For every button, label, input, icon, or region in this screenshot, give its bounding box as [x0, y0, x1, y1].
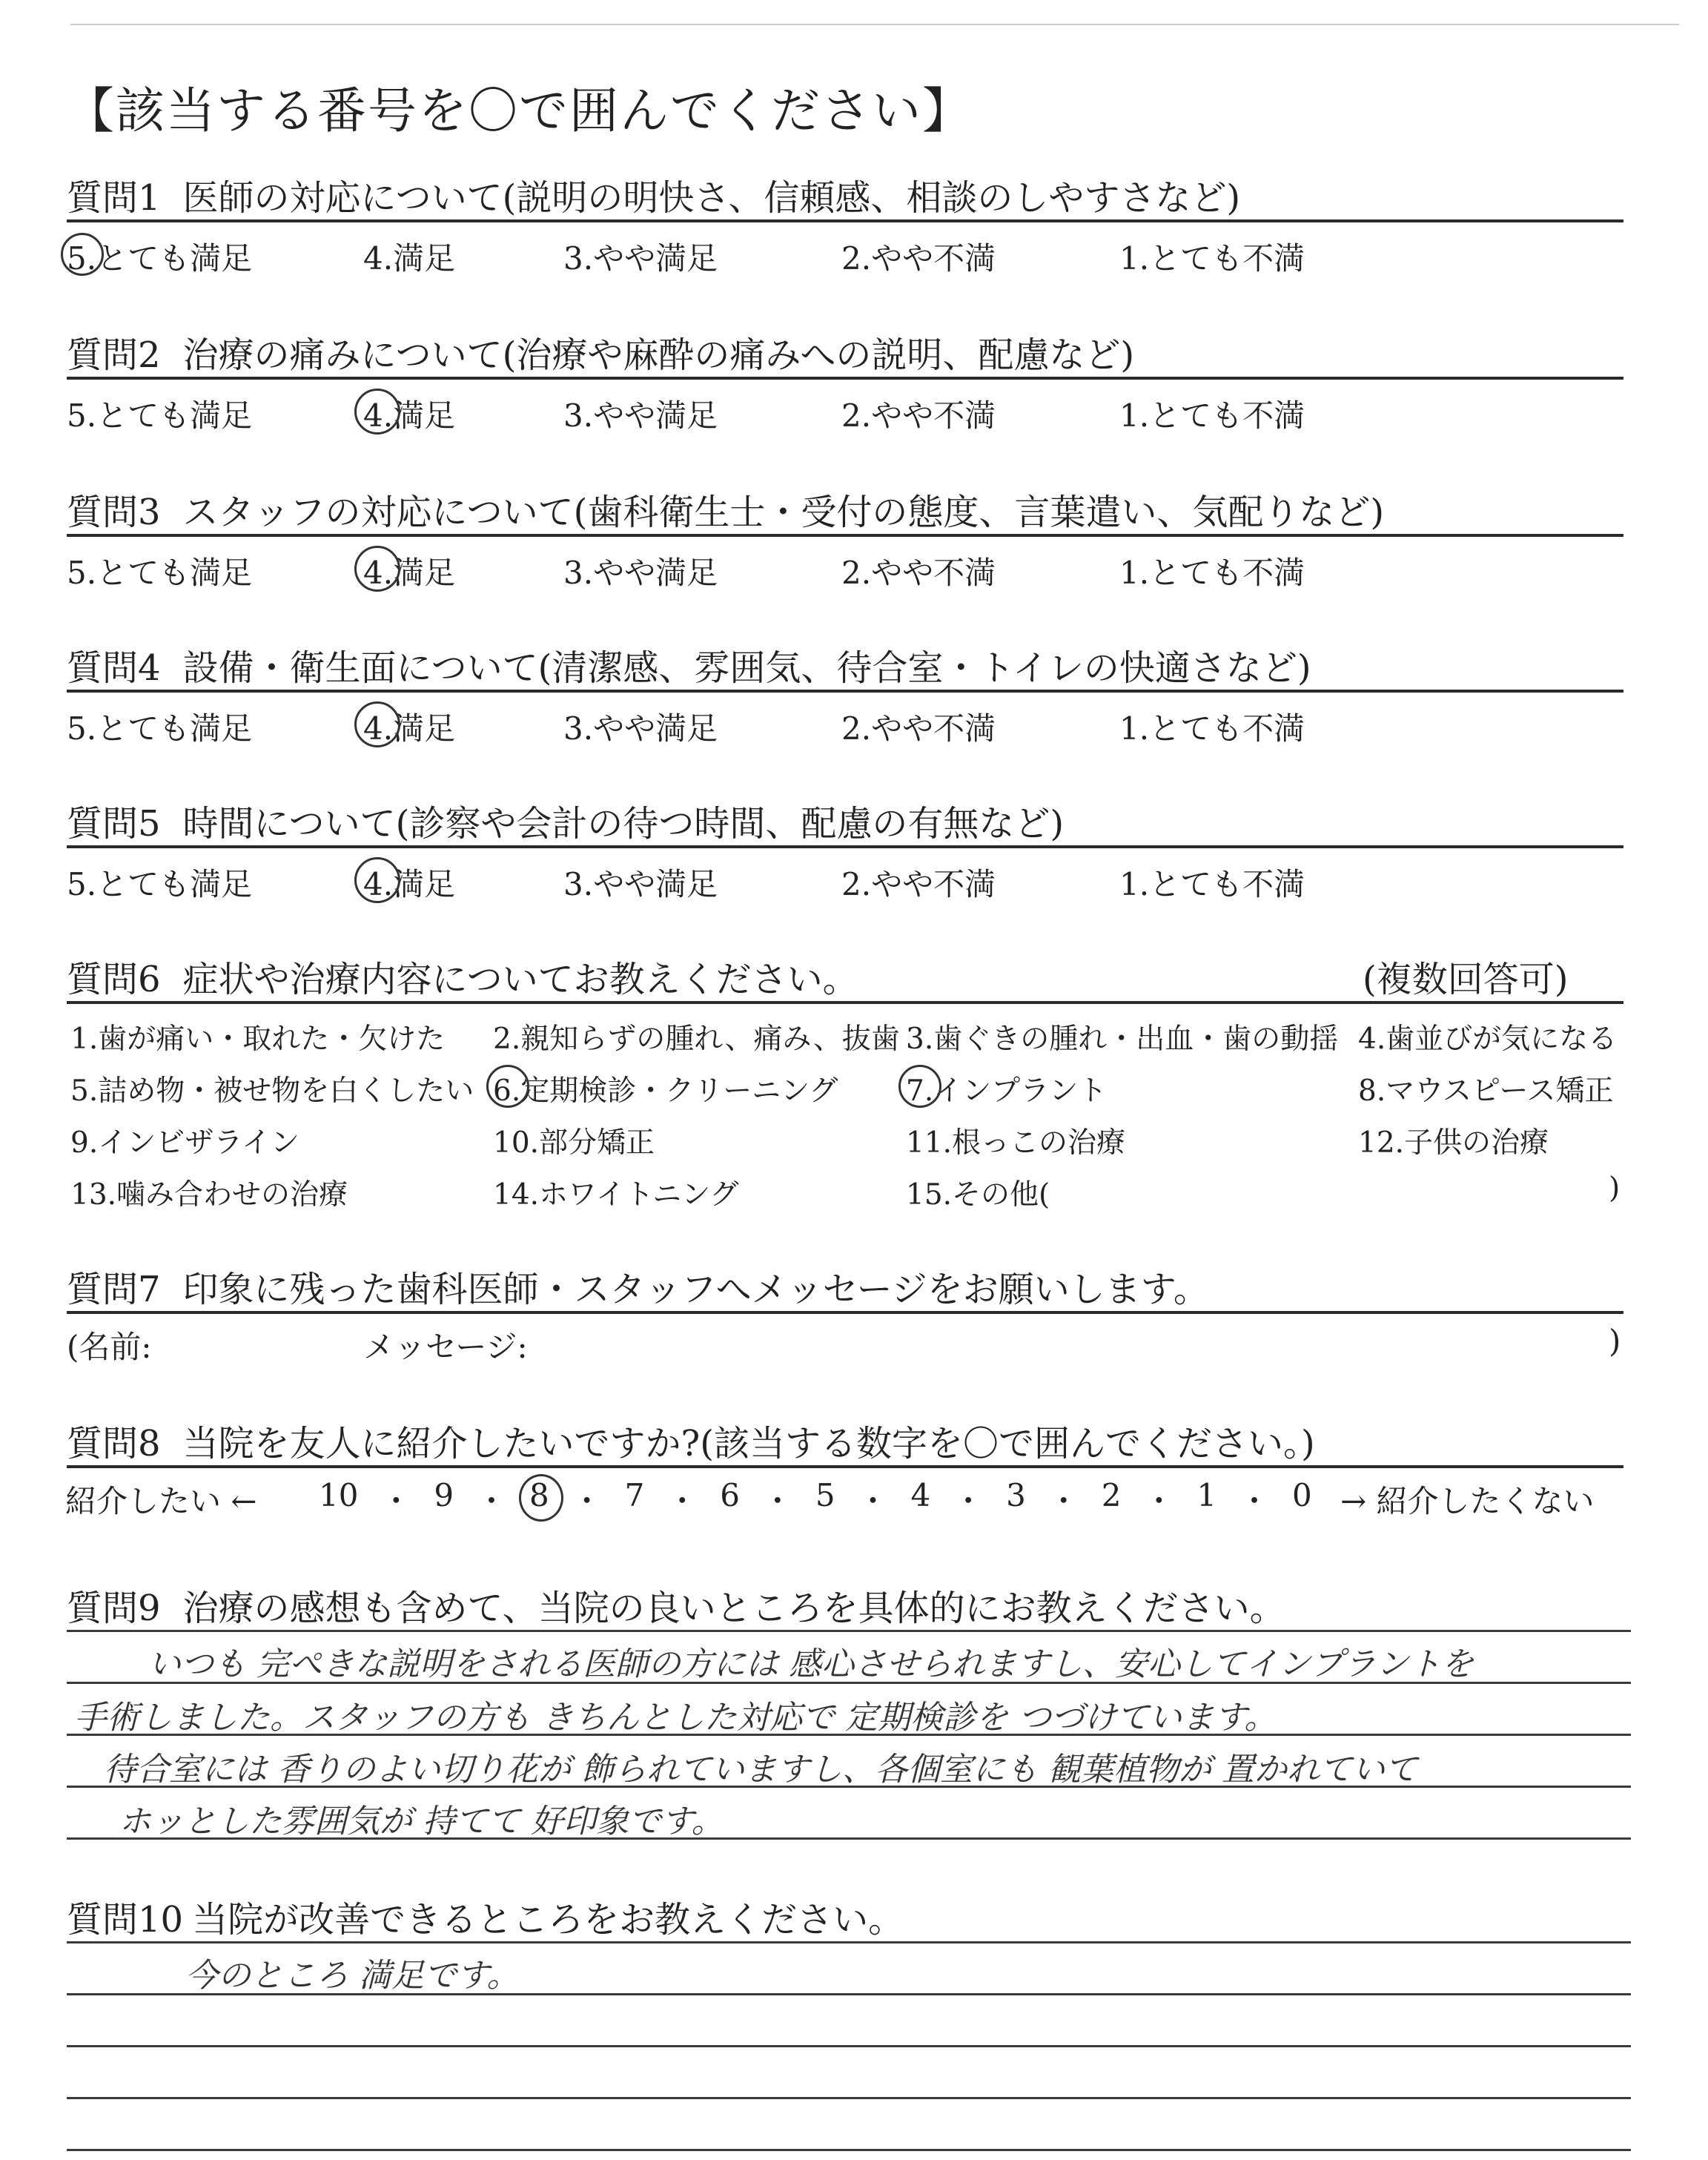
- q6-option-7-circle: [898, 1065, 941, 1108]
- q7-close: ): [1609, 1323, 1621, 1359]
- question-7: [67, 1261, 1209, 1312]
- question-1-rule: [67, 219, 1623, 222]
- question-10-number: 質問10: [67, 1899, 184, 1941]
- q6-option-9[interactable]: 9.インビザライン: [70, 1126, 300, 1160]
- q6-option-11[interactable]: 11.根っこの治療: [906, 1126, 1126, 1160]
- q6-option-5[interactable]: 5.詰め物・被せ物を白くしたい: [70, 1074, 474, 1108]
- q3-option-1[interactable]: 1.とても不満: [1119, 555, 1305, 591]
- page-title: 【該当する番号を〇で囲んでください】: [65, 82, 973, 139]
- scale-dot: ・: [953, 1483, 984, 1519]
- q8-scale-6[interactable]: 6: [720, 1477, 740, 1513]
- q8-scale: [319, 1477, 1312, 1522]
- question-5-number: 質問5: [67, 803, 161, 845]
- q8-scale-9[interactable]: 9: [434, 1477, 454, 1513]
- q6-option-15[interactable]: 15.その他(: [906, 1178, 1050, 1212]
- q6-option-8[interactable]: 8.マウスピース矯正: [1358, 1074, 1614, 1108]
- question-3: [67, 483, 1384, 535]
- q8-scale-10[interactable]: 10: [319, 1477, 359, 1513]
- question-5-text: 時間について(診察や会計の待つ時間、配慮の有無など): [182, 803, 1065, 845]
- q2-answer-circle: [354, 389, 400, 435]
- q10-handwritten-line-1: 今のところ 満足です。: [185, 1957, 520, 1995]
- q8-scale-3[interactable]: 3: [1006, 1477, 1026, 1513]
- question-6-rule: [67, 1001, 1623, 1004]
- q5-option-5[interactable]: 5.とても満足: [67, 866, 253, 902]
- question-2: [67, 326, 1134, 377]
- q6-option-1[interactable]: 1.歯が痛い・取れた・欠けた: [70, 1023, 446, 1056]
- scale-dot: ・: [1143, 1483, 1175, 1519]
- question-3-text: スタッフの対応について(歯科衛生士・受付の態度、言葉遣い、気配りなど): [182, 492, 1385, 533]
- q6-option-4[interactable]: 4.歯並びが気になる: [1358, 1023, 1618, 1056]
- q5-option-2[interactable]: 2.やや不満: [841, 866, 996, 902]
- question-4-rule: [67, 690, 1623, 693]
- question-8-text: 当院を友人に紹介したいですか?(該当する数字を〇で囲んでください。): [182, 1423, 1315, 1464]
- question-8-rule: [67, 1465, 1623, 1468]
- top-edge-line: [70, 24, 1679, 25]
- q3-answer-circle: [354, 546, 400, 592]
- q10-writing-line: [67, 2149, 1631, 2151]
- question-9-text: 治療の感想も含めて、当院の良いところを具体的にお教えください。: [182, 1588, 1285, 1629]
- q7-name-label: (名前:: [67, 1329, 152, 1365]
- question-6-text: 症状や治療内容についてお教えください。: [182, 959, 858, 1000]
- question-8: [67, 1415, 1315, 1466]
- scale-dot: ・: [476, 1483, 508, 1519]
- q6-option-13[interactable]: 13.噛み合わせの治療: [70, 1178, 348, 1212]
- question-1-number: 質問1: [67, 177, 161, 219]
- q9-handwritten-line-2: 手術しました。スタッフの方も きちんとした対応で 定期検診を つづけています。: [74, 1699, 1277, 1737]
- question-2-text: 治療の痛みについて(治療や麻酔の痛みへの説明、配慮など): [182, 334, 1135, 376]
- q2-option-2[interactable]: 2.やや不満: [841, 397, 996, 434]
- q6-option-12[interactable]: 12.子供の治療: [1358, 1126, 1549, 1160]
- q10-writing-line: [67, 1941, 1631, 1943]
- question-8-number: 質問8: [67, 1423, 161, 1464]
- question-2-rule: [67, 377, 1623, 380]
- question-1-text: 医師の対応について(説明の明快さ、信頼感、相談のしやすさなど): [182, 177, 1241, 219]
- question-6-note: (複数回答可): [1363, 959, 1569, 1000]
- q8-scale-1[interactable]: 1: [1196, 1477, 1217, 1513]
- q8-scale-0[interactable]: 0: [1291, 1477, 1312, 1513]
- scale-dot: ・: [857, 1483, 889, 1519]
- question-4-number: 質問4: [67, 647, 161, 689]
- question-5-rule: [67, 845, 1623, 848]
- q2-option-4[interactable]: 4.満足: [363, 397, 456, 434]
- q4-option-3[interactable]: 3.やや満足: [563, 710, 718, 747]
- question-2-number: 質問2: [67, 334, 161, 376]
- q10-writing-line: [67, 2097, 1631, 2099]
- question-7-text: 印象に残った歯科医師・スタッフへメッセージをお願いします。: [182, 1269, 1209, 1310]
- question-9: [67, 1579, 1285, 1631]
- q1-option-5[interactable]: 5.とても満足: [67, 240, 253, 277]
- q9-handwritten-line-4: ホッとした雰囲気が 持てて 好印象です。: [119, 1803, 724, 1840]
- q4-option-2[interactable]: 2.やや不満: [841, 710, 996, 747]
- question-1: [67, 169, 1240, 220]
- question-7-rule: [67, 1311, 1623, 1314]
- q2-option-1[interactable]: 1.とても不満: [1119, 397, 1305, 434]
- question-5: [67, 795, 1064, 846]
- q8-answer-circle: [519, 1474, 563, 1522]
- q8-left-label: 紹介したい ←: [65, 1483, 257, 1519]
- scale-dot: ・: [571, 1483, 603, 1519]
- q8-scale-2[interactable]: 2: [1101, 1477, 1122, 1513]
- q5-option-1[interactable]: 1.とても不満: [1119, 866, 1305, 902]
- q6-option-6[interactable]: 6.定期検診・クリーニング: [493, 1074, 838, 1108]
- q9-handwritten-line-1: いつも 完ぺきな説明をされる医師の方には 感心させられますし、安心してインプラントを: [148, 1645, 1474, 1683]
- q6-option-3[interactable]: 3.歯ぐきの腫れ・出血・歯の動揺: [906, 1023, 1339, 1056]
- q3-option-5[interactable]: 5.とても満足: [67, 555, 253, 591]
- q10-writing-line: [67, 2045, 1631, 2047]
- scale-dot: ・: [1047, 1483, 1079, 1519]
- q5-answer-circle: [354, 857, 400, 903]
- question-3-number: 質問3: [67, 492, 161, 533]
- question-4-text: 設備・衛生面について(清潔感、雰囲気、待合室・トイレの快適さなど): [182, 647, 1311, 689]
- question-10: [67, 1891, 904, 1942]
- q6-option-2[interactable]: 2.親知らずの腫れ、痛み、抜歯: [493, 1023, 900, 1056]
- q8-scale-4[interactable]: 4: [910, 1477, 931, 1513]
- q8-right-label: → 紹介したくない: [1340, 1483, 1595, 1519]
- q6-option-10[interactable]: 10.部分矯正: [493, 1126, 655, 1160]
- q1-option-4[interactable]: 4.満足: [363, 240, 456, 277]
- scale-dot: ・: [1239, 1483, 1271, 1519]
- q2-option-3[interactable]: 3.やや満足: [563, 397, 718, 434]
- q1-option-1[interactable]: 1.とても不満: [1119, 240, 1305, 277]
- question-4: [67, 639, 1311, 690]
- q6-option-14[interactable]: 14.ホワイトニング: [493, 1178, 739, 1212]
- question-6: [67, 951, 858, 1002]
- scale-dot: ・: [666, 1483, 698, 1519]
- question-3-rule: [67, 534, 1623, 537]
- q3-option-3[interactable]: 3.やや満足: [563, 555, 718, 591]
- q8-scale-5[interactable]: 5: [815, 1477, 835, 1513]
- q4-answer-circle: [354, 701, 400, 747]
- q2-option-5[interactable]: 5.とても満足: [67, 397, 253, 434]
- q5-option-4[interactable]: 4.満足: [363, 866, 456, 902]
- question-7-number: 質問7: [67, 1269, 161, 1310]
- q9-writing-line: [67, 1630, 1631, 1632]
- q3-option-4[interactable]: 4.満足: [363, 555, 456, 591]
- q4-option-5[interactable]: 5.とても満足: [67, 710, 253, 747]
- q6-option-15-close: ): [1609, 1172, 1621, 1205]
- q4-option-1[interactable]: 1.とても不満: [1119, 710, 1305, 747]
- question-10-text: 当院が改善できるところをお教えください。: [192, 1899, 904, 1941]
- question-6-number: 質問6: [67, 959, 161, 1000]
- question-9-number: 質問9: [67, 1588, 161, 1629]
- q1-answer-circle: [61, 233, 104, 276]
- scale-dot: ・: [380, 1483, 412, 1519]
- q1-option-3[interactable]: 3.やや満足: [563, 240, 718, 277]
- q8-scale-8[interactable]: 8: [529, 1477, 549, 1513]
- q4-option-4[interactable]: 4.満足: [363, 710, 456, 747]
- q7-message-label: メッセージ:: [363, 1329, 528, 1365]
- q5-option-3[interactable]: 3.やや満足: [563, 866, 718, 902]
- q1-option-2[interactable]: 2.やや不満: [841, 240, 996, 277]
- scale-dot: ・: [761, 1483, 793, 1519]
- q6-option-6-circle: [486, 1065, 529, 1108]
- q6-option-7[interactable]: 7.インプラント: [906, 1074, 1108, 1108]
- q8-scale-7[interactable]: 7: [624, 1477, 645, 1513]
- q3-option-2[interactable]: 2.やや不満: [841, 555, 996, 591]
- q9-handwritten-line-3: 待合室には 香りのよい切り花が 飾られていますし、各個室にも 観葉植物が 置かれていて: [104, 1751, 1417, 1789]
